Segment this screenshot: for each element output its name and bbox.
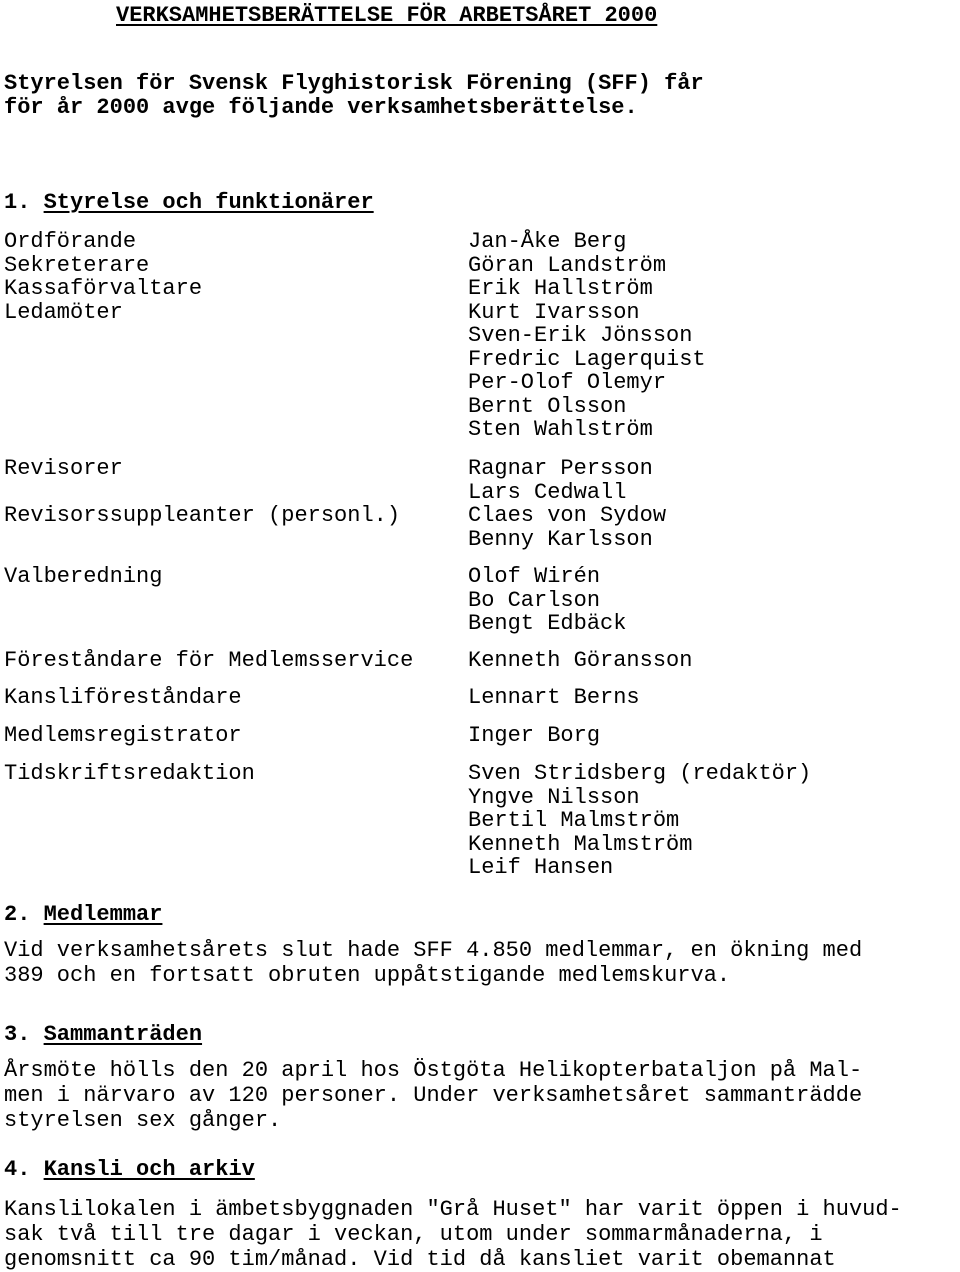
- section-2-title: Medlemmar: [43, 902, 163, 927]
- role-list-board: [4, 230, 202, 324]
- person-name: Jan-Åke Berg: [468, 229, 627, 254]
- paragraph-line: genomsnitt ca 90 tim/månad. Vid tid då kansliet varit obemannat: [4, 1247, 836, 1272]
- intro-line: Styrelsen för Svensk Flyghistorisk Förening (SFF) får: [4, 71, 704, 96]
- person-name: Lennart Berns: [468, 685, 640, 710]
- role-label: Kansliföreståndare: [4, 685, 242, 710]
- role-label: Sekreterare: [4, 252, 150, 278]
- role-registrar: [4, 724, 242, 748]
- person-name: Fredric Lagerquist: [468, 346, 706, 372]
- paragraph-line: sak två till tre dagar i veckan, utom under sommarmånaderna, i: [4, 1222, 823, 1247]
- section-3-number: 3.: [4, 1022, 31, 1047]
- section-2-number: 2.: [4, 902, 31, 927]
- person-name: Yngve Nilsson: [468, 784, 640, 810]
- section-2-paragraph: [4, 938, 862, 988]
- person-name: Ragnar Persson: [468, 456, 653, 481]
- role-label: Revisorssuppleanter (personl.): [4, 503, 401, 528]
- section-1-heading: [4, 190, 374, 216]
- role-list-nomination: [4, 565, 162, 589]
- person-name: Bertil Malmström: [468, 808, 680, 833]
- person-name: Sten Wahlström: [468, 417, 653, 442]
- name-list-editorial: [468, 762, 811, 880]
- section-3-title: Sammanträden: [43, 1022, 203, 1047]
- paragraph-line: Kanslilokalen i ämbetsbyggnaden "Grå Huset" har varit öppen i huvud-: [4, 1197, 902, 1222]
- person-name: Inger Borg: [468, 723, 601, 748]
- section-4-title: Kansli och arkiv: [43, 1157, 255, 1182]
- person-name: Erik Hallström: [468, 276, 653, 301]
- person-name: Kurt Ivarsson: [468, 299, 640, 325]
- paragraph-line: Årsmöte hölls den 20 april hos Östgöta Helikopterbataljon på Mal-: [4, 1058, 863, 1083]
- name-list-auditors: [468, 457, 666, 551]
- role-list-auditors: [4, 457, 400, 528]
- person-name: Benny Karlsson: [468, 526, 653, 552]
- section-3-paragraph: [4, 1058, 862, 1133]
- person-name: Bo Carlson: [468, 587, 601, 613]
- person-name: Per-Olof Olemyr: [468, 370, 667, 395]
- person-name: Göran Landström: [468, 252, 667, 278]
- name-list-board: [468, 230, 706, 442]
- name-registrar: [468, 724, 600, 748]
- person-name: Bengt Edbäck: [468, 611, 627, 636]
- name-member-service: [468, 649, 692, 673]
- name-office-manager: [468, 686, 640, 710]
- person-name: Lars Cedwall: [468, 479, 627, 505]
- section-4-heading: [4, 1157, 255, 1183]
- role-label: Revisorer: [4, 456, 123, 481]
- person-name: Sven-Erik Jönsson: [468, 323, 693, 348]
- role-label: Ledamöter: [4, 299, 123, 325]
- person-name: Bernt Olsson: [468, 393, 627, 419]
- section-1-number: 1.: [4, 190, 31, 215]
- section-4-paragraph: [4, 1197, 902, 1272]
- person-name: Sven Stridsberg (redaktör): [468, 761, 812, 786]
- intro-line: för år 2000 avge följande verksamhetsberättelse.: [4, 95, 638, 120]
- role-label: Föreståndare för Medlemsservice: [4, 648, 414, 673]
- person-name: Kenneth Göransson: [468, 648, 693, 673]
- role-label: Tidskriftsredaktion: [4, 761, 255, 786]
- document-title: VERKSAMHETSBERÄTTELSE FÖR ARBETSÅRET 2000: [116, 3, 658, 28]
- role-office-manager: [4, 686, 242, 710]
- paragraph-line: styrelsen sex gånger.: [4, 1108, 282, 1133]
- role-label: Kassaförvaltare: [4, 276, 203, 301]
- person-name: Olof Wirén: [468, 564, 601, 589]
- paragraph-line: men i närvaro av 120 personer. Under verksamhetsåret sammanträdde: [4, 1083, 863, 1108]
- person-name: Kenneth Malmström: [468, 831, 693, 857]
- person-name: Leif Hansen: [468, 855, 614, 880]
- paragraph-line: 389 och en fortsatt obruten uppåtstigande medlemskurva.: [4, 963, 731, 988]
- name-list-nomination: [468, 565, 626, 636]
- intro-paragraph: [4, 72, 704, 120]
- person-name: Claes von Sydow: [468, 503, 667, 528]
- section-1-title: Styrelse och funktionärer: [43, 190, 374, 215]
- section-3-heading: [4, 1022, 202, 1048]
- role-label: Medlemsregistrator: [4, 723, 242, 748]
- section-2-heading: [4, 902, 162, 928]
- role-label: Valberedning: [4, 564, 163, 589]
- section-4-number: 4.: [4, 1157, 31, 1182]
- role-label: Ordförande: [4, 229, 137, 254]
- spacer: [4, 481, 400, 505]
- role-editorial: [4, 762, 255, 786]
- role-member-service: [4, 649, 413, 673]
- paragraph-line: Vid verksamhetsårets slut hade SFF 4.850 medlemmar, en ökning med: [4, 938, 863, 963]
